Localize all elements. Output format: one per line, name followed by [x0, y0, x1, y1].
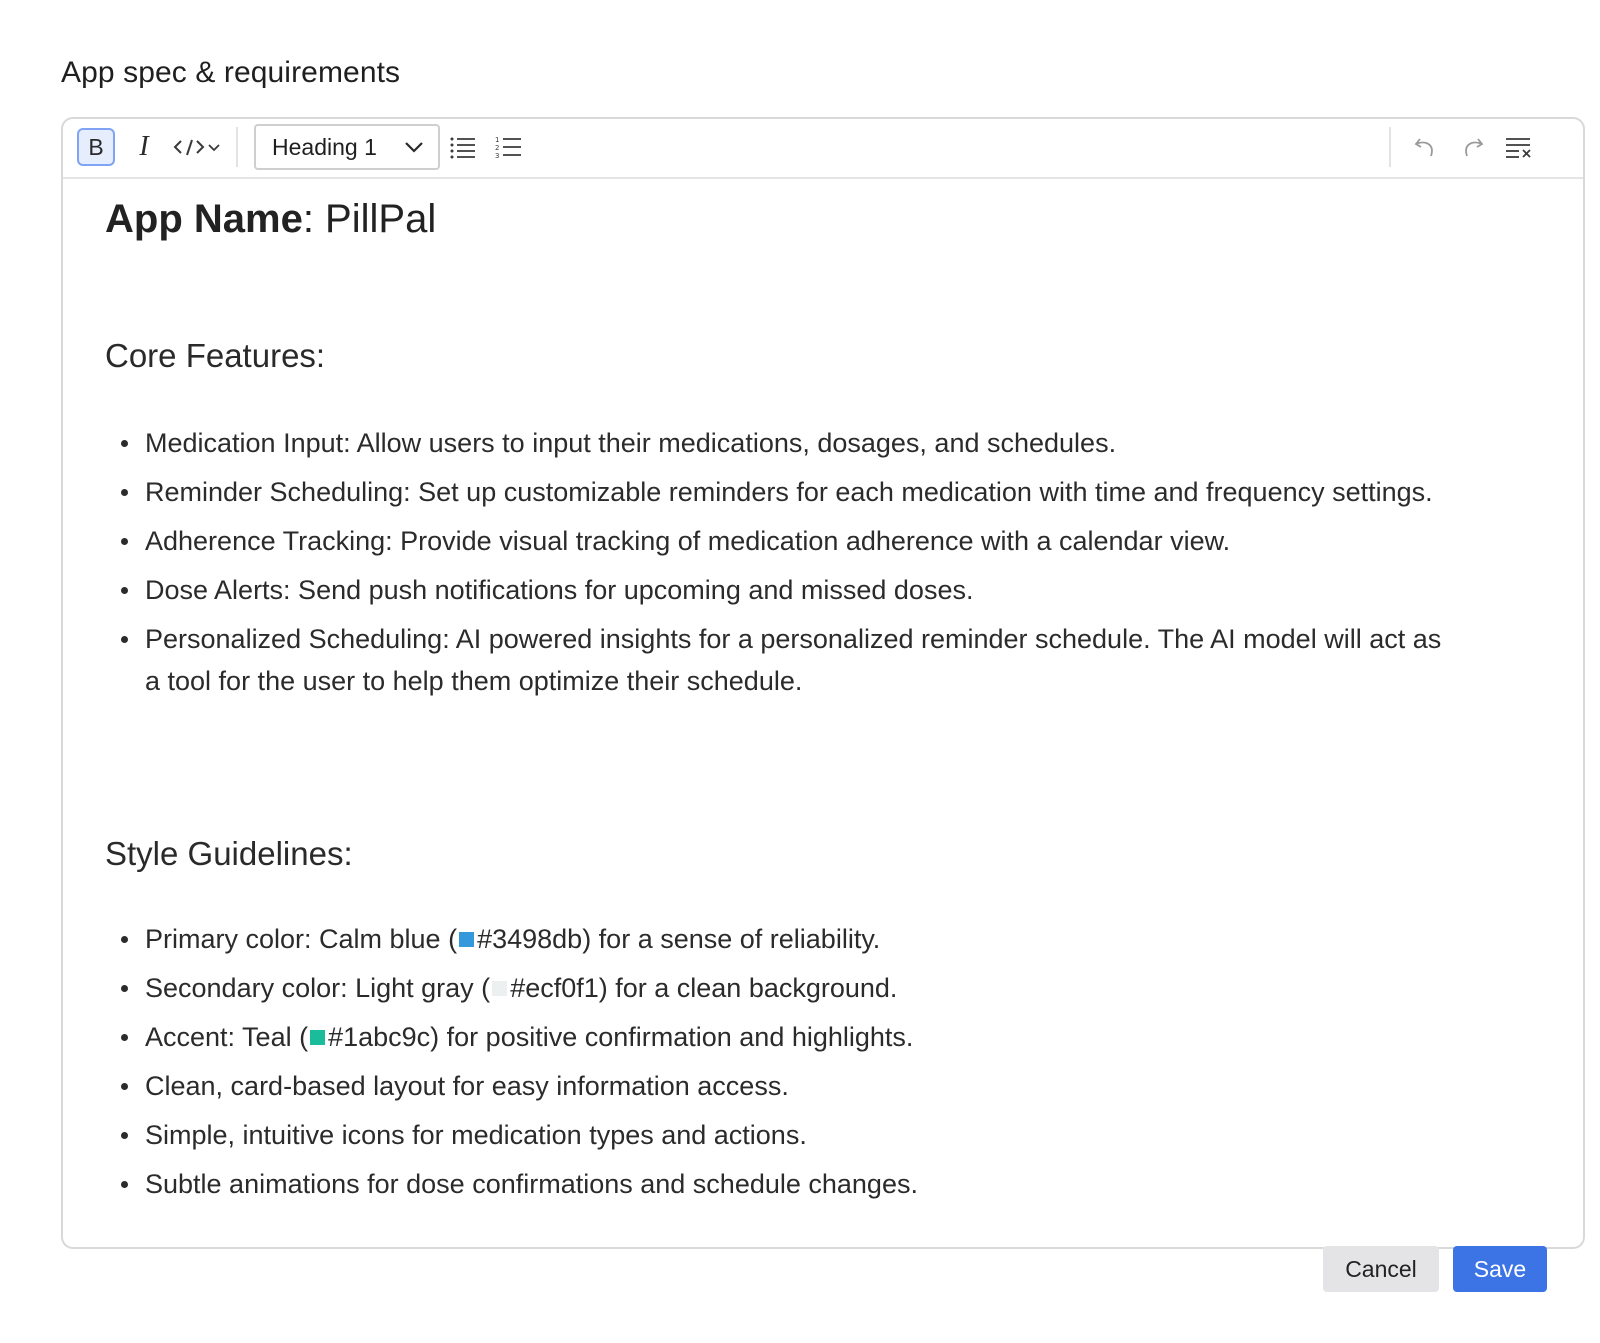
list-item: Adherence Tracking: Provide visual tracking of medication adherence with a calendar view. — [145, 520, 1445, 562]
title-colon: : — [302, 197, 314, 241]
numbered-list-button[interactable] — [491, 129, 527, 165]
bold-button[interactable]: B — [77, 128, 115, 166]
code-icon — [171, 128, 225, 166]
clear-formatting-button[interactable] — [1500, 129, 1536, 165]
item-text: #ecf0f1) for a clean background. — [510, 973, 898, 1003]
toolbar-divider — [236, 127, 238, 167]
item-text: #1abc9c) for positive confirmation and highlights. — [328, 1022, 914, 1052]
list-item — [145, 967, 1445, 1009]
item-text: Primary color: Calm blue ( — [145, 924, 458, 954]
title-label: App Name — [105, 197, 303, 241]
redo-icon — [1459, 134, 1485, 160]
color-swatch-gray — [492, 981, 507, 996]
svg-text:1: 1 — [495, 136, 500, 144]
undo-icon — [1413, 134, 1439, 160]
style-guidelines-list — [105, 918, 1445, 1212]
chevron-down-icon — [404, 141, 424, 153]
list-item: Simple, intuitive icons for medication types and actions. — [145, 1114, 1445, 1156]
cancel-button[interactable]: Cancel — [1323, 1246, 1439, 1292]
italic-button[interactable]: I — [139, 131, 149, 162]
color-swatch-teal — [310, 1030, 325, 1045]
list-item: Clean, card-based layout for easy information access. — [145, 1065, 1445, 1107]
list-item: Personalized Scheduling: AI powered insights for a personalized reminder schedule. The AI model will act as a tool for the user to help them optimize their schedule. — [145, 618, 1445, 702]
bullet-list-icon — [449, 135, 477, 159]
code-dropdown-button[interactable] — [171, 128, 225, 166]
item-text: Secondary color: Light gray ( — [145, 973, 491, 1003]
svg-text:3: 3 — [495, 152, 500, 159]
svg-text:2: 2 — [495, 144, 500, 152]
section-title: App spec & requirements — [61, 56, 401, 89]
list-item — [145, 918, 1445, 960]
undo-button[interactable] — [1408, 129, 1444, 165]
list-item: Reminder Scheduling: Set up customizable reminders for each medication with time and frequency settings. — [145, 471, 1445, 513]
document-title — [105, 197, 436, 242]
redo-button[interactable] — [1454, 129, 1490, 165]
bullet-list-button[interactable] — [445, 129, 481, 165]
list-item — [145, 1016, 1445, 1058]
color-swatch-blue — [459, 932, 474, 947]
list-item: Medication Input: Allow users to input their medications, dosages, and schedules. — [145, 422, 1445, 464]
toolbar-divider — [1389, 127, 1391, 167]
editor-toolbar — [63, 119, 1583, 179]
save-button[interactable]: Save — [1453, 1246, 1547, 1292]
list-item: Dose Alerts: Send push notifications for upcoming and missed doses. — [145, 569, 1445, 611]
item-text: Accent: Teal ( — [145, 1022, 309, 1052]
clear-formatting-icon — [1504, 135, 1532, 159]
item-text: #3498db) for a sense of reliability. — [477, 924, 881, 954]
core-features-heading: Core Features: — [105, 337, 326, 374]
core-features-list — [105, 422, 1445, 709]
block-format-select[interactable] — [254, 124, 440, 170]
rich-text-editor[interactable] — [61, 117, 1585, 1249]
numbered-list-icon — [495, 135, 523, 159]
list-item: Subtle animations for dose confirmations and schedule changes. — [145, 1163, 1445, 1205]
block-format-value: Heading 1 — [272, 133, 377, 160]
style-guidelines-heading: Style Guidelines: — [105, 835, 353, 872]
title-value: PillPal — [313, 197, 437, 241]
